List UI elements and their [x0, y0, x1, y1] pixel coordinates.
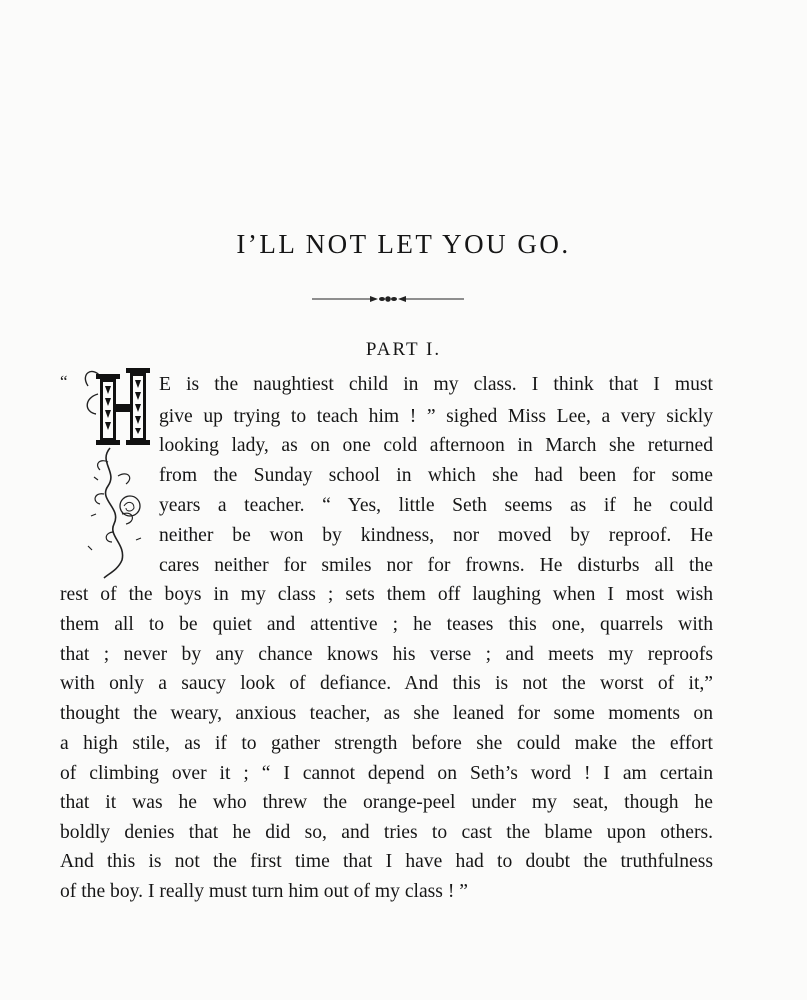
text-line: thought the weary, anxious teacher, as she leaned for some moments on — [60, 703, 713, 724]
part-heading: PART I. — [365, 339, 442, 360]
text-line: rest of the boys in my class ; sets them off laughing when I most wish — [60, 584, 713, 605]
text-line: give up trying to teach him ! ” sighed Miss Lee, a very sickly — [159, 406, 713, 427]
text-line: a high stile, as if to gather strength before she could make the effort — [60, 733, 713, 754]
text-line: that it was he who threw the orange-peel under my seat, though he — [60, 792, 713, 813]
text-line: from the Sunday school in which she had been for some — [159, 465, 713, 486]
text-line: boldly denies that he did so, and tries to cast the blame upon others. — [60, 822, 713, 843]
text-line: neither be won by kindness, nor moved by reproof. He — [159, 525, 713, 546]
text-line: of climbing over it ; “ I cannot depend on Seth’s word ! I am certain — [60, 763, 713, 784]
illuminated-letter-h-icon — [78, 364, 156, 582]
text-line: of the boy. I really must turn him out of my class ! ” — [60, 881, 468, 902]
opening-quote: “ — [60, 372, 68, 391]
text-line: looking lady, as on one cold afternoon in March she returned — [159, 435, 713, 456]
chapter-title: I’LL NOT LET YOU GO. — [236, 229, 571, 259]
ornament-divider-icon — [312, 292, 464, 306]
text-line: E is the naughtiest child in my class. I think that I must — [159, 374, 713, 395]
text-line: cares neither for smiles nor for frowns. He disturbs all the — [159, 555, 713, 576]
text-line: years a teacher. “ Yes, little Seth seems as if he could — [159, 495, 713, 516]
text-line: And this is not the first time that I have had to doubt the truthfulness — [60, 851, 713, 872]
text-line: with only a saucy look of defiance. And this is not the worst of it,” — [60, 673, 713, 694]
text-line: that ; never by any chance knows his verse ; and meets my reproofs — [60, 644, 713, 665]
text-line: them all to be quiet and attentive ; he teases this one, quarrels with — [60, 614, 713, 635]
